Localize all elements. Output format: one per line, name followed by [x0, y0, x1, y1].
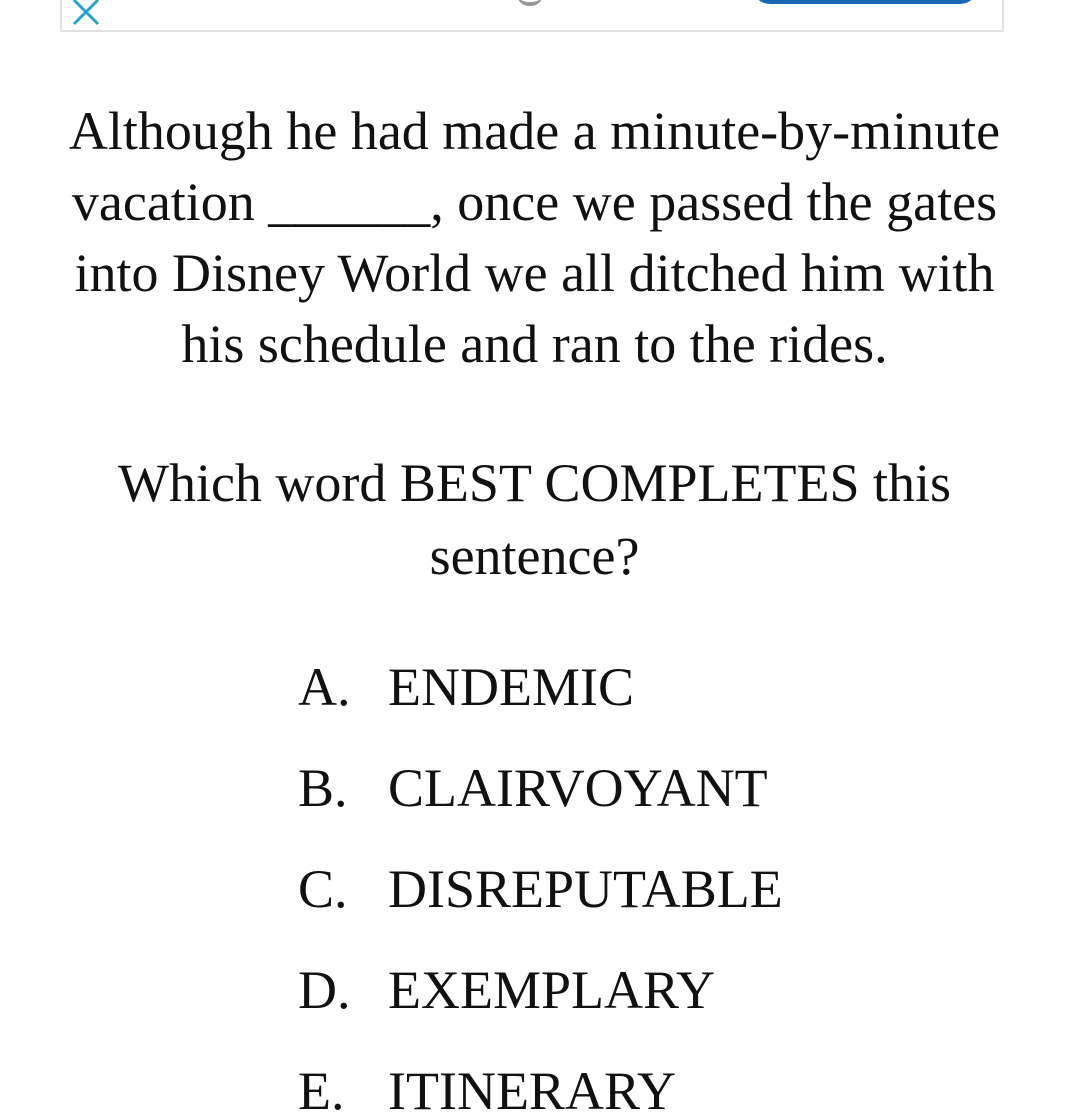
option-letter: D.	[298, 960, 351, 1020]
close-x-icon[interactable]	[72, 0, 100, 26]
option-letter: B.	[298, 758, 348, 818]
ad-logo-fragment	[517, 0, 543, 6]
prompt-line: Which word BEST COMPLETES this	[117, 453, 952, 513]
passage-line: Although he had made a minute-by-minute	[68, 101, 1001, 161]
option-text: DISREPUTABLE	[388, 859, 783, 919]
question-prompt	[30, 447, 1039, 593]
answer-option-c[interactable]	[298, 854, 783, 955]
answer-option-e[interactable]	[298, 1056, 783, 1112]
answer-option-a[interactable]	[298, 652, 783, 753]
passage-line: vacation ______, once we passed the gates	[71, 172, 998, 232]
option-text: ITINERARY	[388, 1061, 676, 1112]
answer-option-b[interactable]	[298, 753, 783, 854]
passage-line: into Disney World we all ditched him with	[74, 243, 995, 303]
question-passage	[30, 96, 1039, 380]
ad-cta-button[interactable]	[752, 0, 978, 4]
ad-banner[interactable]	[60, 0, 1004, 32]
option-letter: E.	[298, 1061, 345, 1112]
option-text: EXEMPLARY	[388, 960, 716, 1020]
answer-option-d[interactable]	[298, 955, 783, 1056]
option-text: ENDEMIC	[388, 657, 634, 717]
prompt-line: sentence?	[429, 526, 640, 586]
option-letter: C.	[298, 859, 348, 919]
option-letter: A.	[298, 657, 351, 717]
option-text: CLAIRVOYANT	[388, 758, 768, 818]
answer-options	[298, 652, 783, 1112]
passage-line: his schedule and ran to the rides.	[181, 314, 888, 374]
